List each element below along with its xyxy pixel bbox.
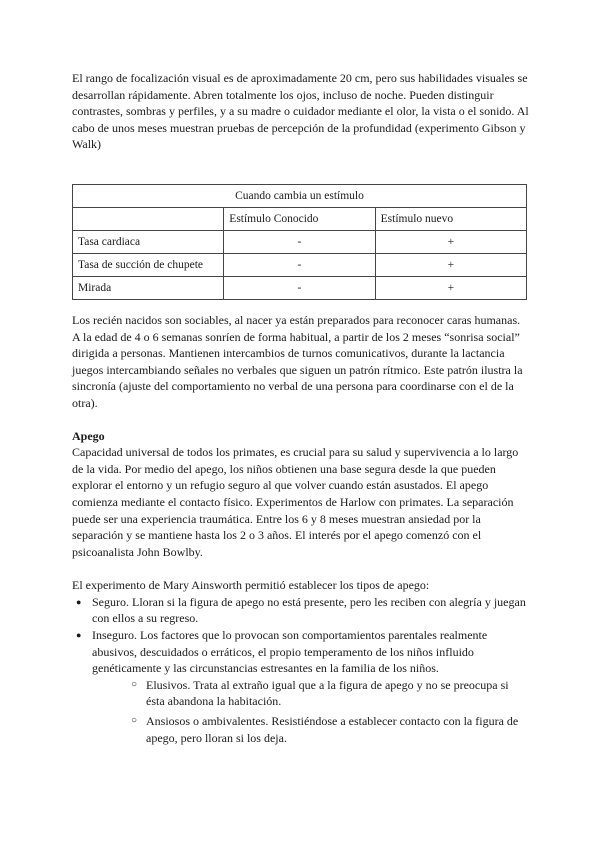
- row-known-value: -: [224, 253, 375, 276]
- row-label: Mirada: [73, 276, 224, 299]
- list-item-text: Seguro. Lloran si la figura de apego no está presente, pero les reciben con alegría y juegan con ellos a su regreso.: [92, 594, 526, 626]
- table-header-new: Estímulo nuevo: [375, 207, 526, 230]
- insecure-subtypes-list: [72, 677, 530, 746]
- row-known-value: -: [224, 230, 375, 253]
- table-row: [73, 253, 527, 276]
- stimulus-table: [72, 184, 527, 300]
- intro-paragraph: El rango de focalización visual es de aproximadamente 20 cm, pero sus habilidades visuales se desarrollan rápidamente. Abren totalmente los ojos, incluso de noche. Pueden distinguir contrastes, sombras y perfiles, y a su madre o cuidador mediante el olor, la vista o el sonido. Al cabo de unos meses muestran pruebas de percepción de la profundidad (experimento Gibson y Walk): [72, 71, 529, 152]
- list-item-text: Inseguro. Los factores que lo provocan son comportamientos parentales realmente abusivos, descuidados o erráticos, el propio temperamento de los niños influido genéticamente y las circunstancias estresantes en la familia de los niños.: [92, 628, 488, 676]
- list-item-ansiosos: [72, 713, 530, 746]
- list-item-elusivos: [72, 677, 530, 710]
- table-title: Cuando cambia un estímulo: [73, 184, 527, 207]
- bullet-circle-icon: ○: [131, 715, 138, 727]
- table-header-row: [73, 207, 527, 230]
- bullet-dot-icon: ●: [76, 596, 82, 607]
- row-new-value: +: [375, 253, 526, 276]
- list-item-text: Elusivos. Trata al extraño igual que a la figura de apego y no se preocupa si ésta abandona la habitación.: [146, 677, 509, 709]
- row-known-value: -: [224, 276, 375, 299]
- ainsworth-intro: El experimento de Mary Ainsworth permitió establecer los tipos de apego:: [72, 578, 430, 593]
- table-title-row: [73, 184, 527, 207]
- list-item-seguro: [72, 594, 530, 627]
- sociability-paragraph: Los recién nacidos son sociables, al nacer ya están preparados para reconocer caras humanas. A la edad de 4 o 6 semanas sonríen de forma habitual, a partir de los 2 meses “sonrisa social” dirigida a personas. Mantienen intercambios de turnos comunicativos, durante la lactancia juegos intercambiando señales no verbales que siguen un patrón rítmico. Este patrón ilustra la sincronía (ajuste del comportamiento no verbal de una persona para coordinarse con el de la otra).: [72, 312, 523, 410]
- row-label: Tasa cardiaca: [73, 230, 224, 253]
- row-label: Tasa de succión de chupete: [73, 253, 224, 276]
- apego-paragraph: Capacidad universal de todos los primates, es crucial para su salud y supervivencia a lo largo de la vida. Por medio del apego, los niños obtienen una base segura desde la que pueden explorar el entorno y un refugio seguro al que volver cuando están asustados. El apego comienza mediante el contacto físico. Experimentos de Harlow con primates. La separación puede ser una experiencia traumática. Entre los 6 y 8 meses muestran ansiedad por la separación y se mantiene hasta los 2 o 3 años. El interés por el apego comenzó con el psicoanalista John Bowlby.: [72, 445, 519, 559]
- document-page: [72, 70, 530, 746]
- attachment-types-list: [72, 594, 530, 677]
- table-header-empty: [73, 207, 224, 230]
- bullet-circle-icon: ○: [131, 678, 138, 690]
- list-item-inseguro: [72, 627, 530, 677]
- bullet-dot-icon: ●: [76, 630, 82, 641]
- row-new-value: +: [375, 276, 526, 299]
- row-new-value: +: [375, 230, 526, 253]
- table-row: [73, 230, 527, 253]
- table-header-known: Estímulo Conocido: [224, 207, 375, 230]
- list-item-text: Ansiosos o ambivalentes. Resistiéndose a establecer contacto con la figura de apego, pero lloran si los deja.: [146, 714, 519, 745]
- table-row: [73, 276, 527, 299]
- apego-heading: Apego: [72, 428, 105, 443]
